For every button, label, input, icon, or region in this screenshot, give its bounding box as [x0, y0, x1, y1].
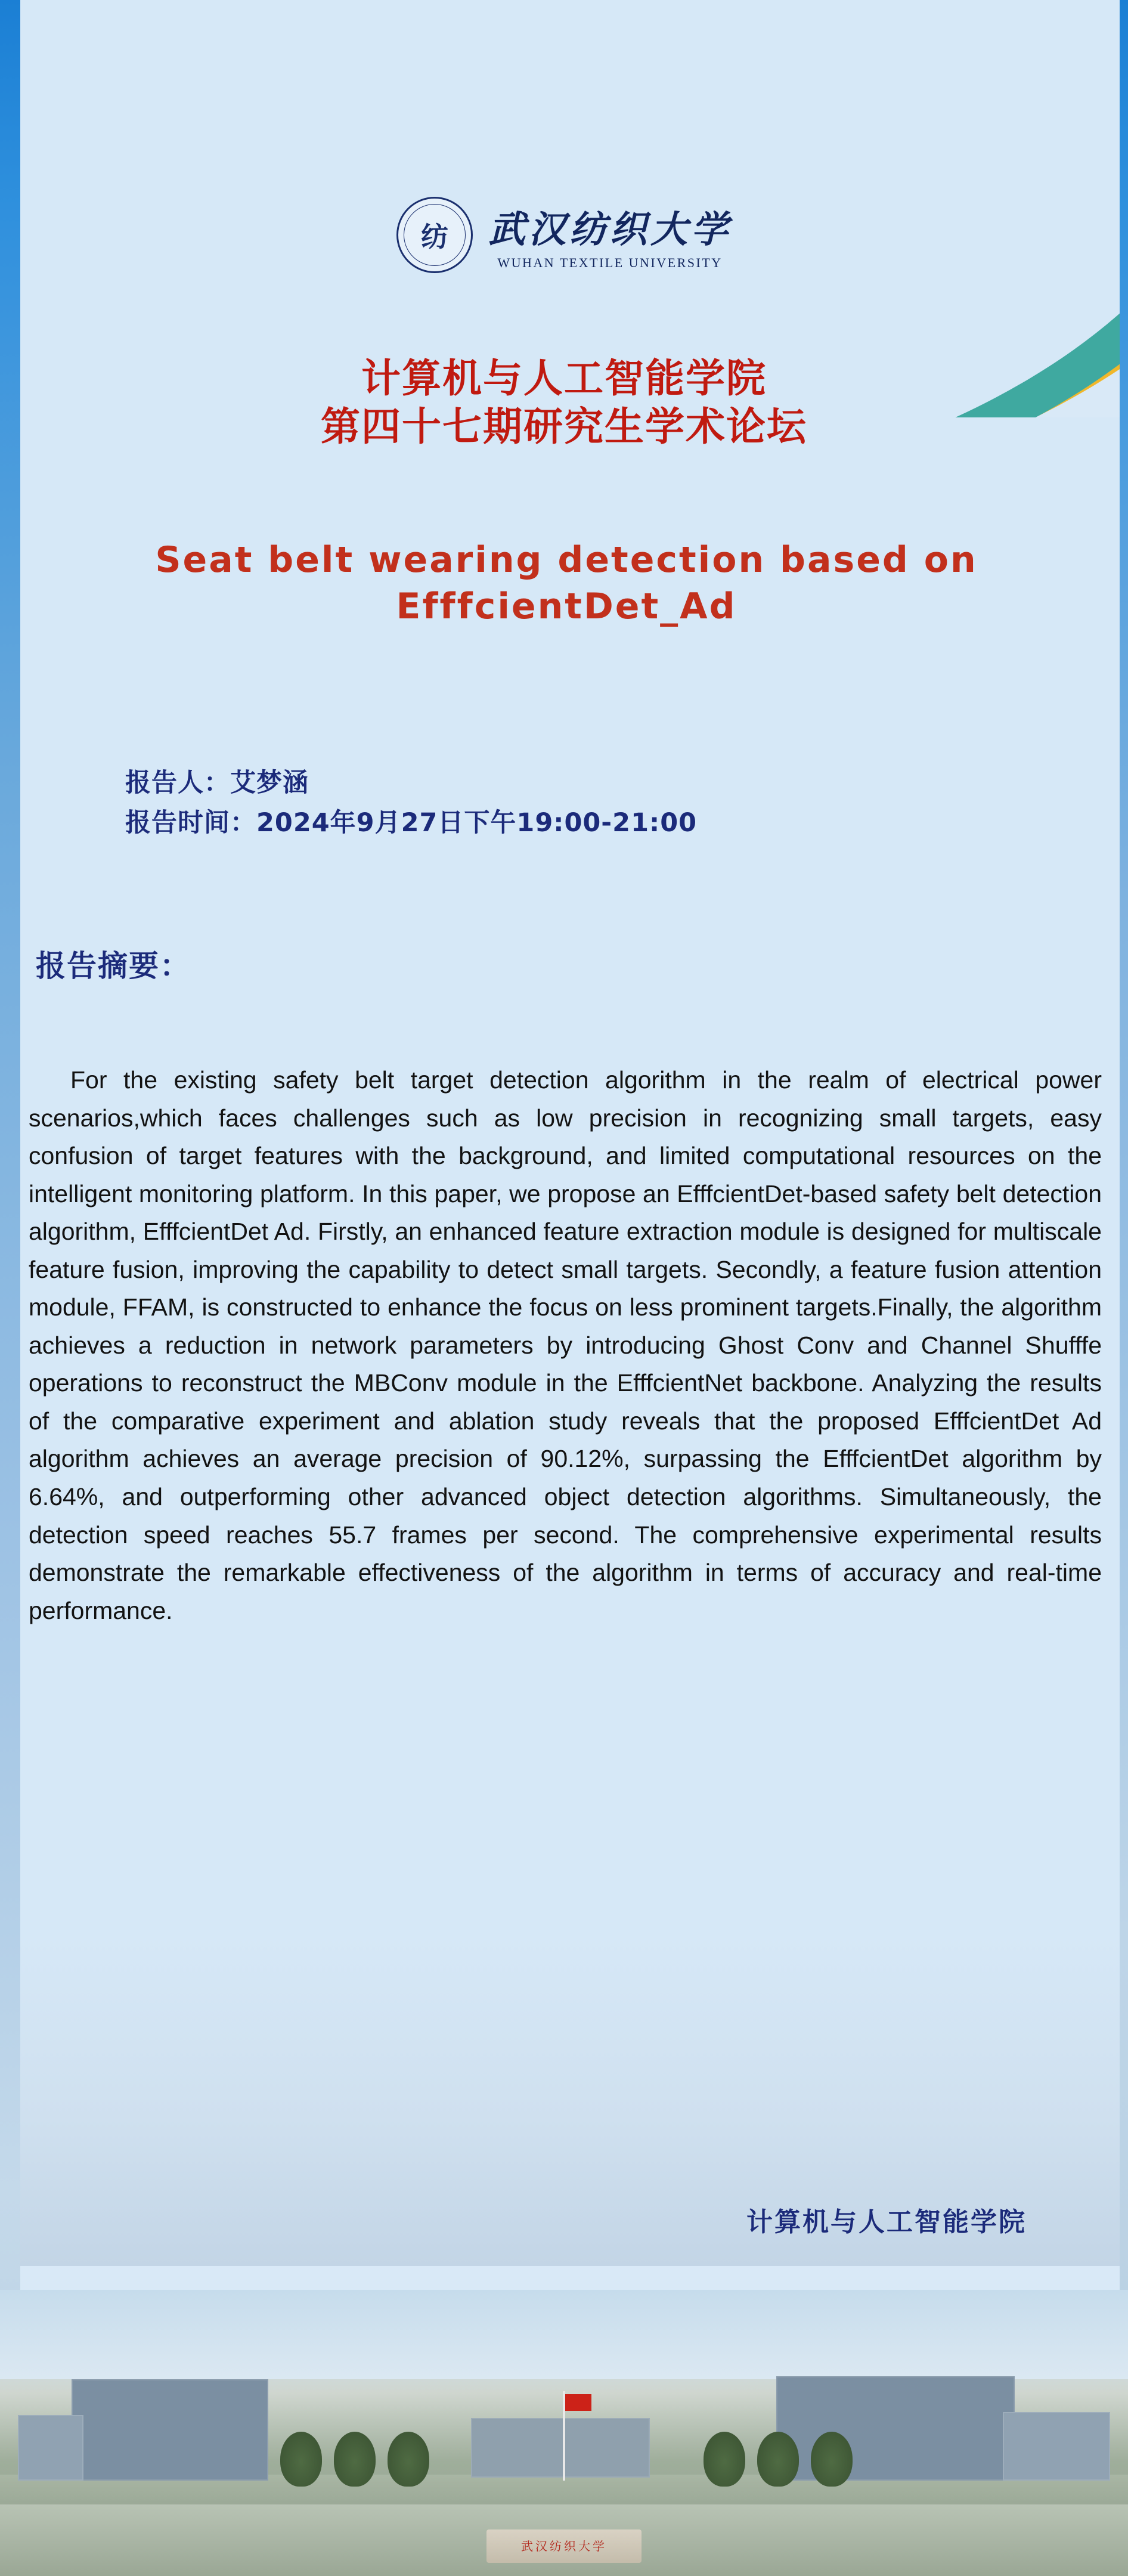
left-edge-stripe — [0, 0, 20, 2576]
title-english: Seat belt wearing detection based on EfffcientDet_Ad — [155, 539, 978, 627]
photo-sky — [0, 2290, 1128, 2379]
abstract-text: For the existing safety belt target detection algorithm in the realm of electrical power scenarios,which faces challenges such as low precision in recognizing small targets, easy confusion of target features with the background, and limited computational resources on the intelligent monitoring platform. In this paper, we propose an EfffcientDet-based safety belt detection algorithm, EfffcientDet Ad. Firstly, an enhanced feature extraction module is designed for multiscale feature fusion, improving the capability to detect small targets. Secondly, a feature fusion attention module, FFAM, is constructed to enhance the focus on less prominent targets.Finally, the algorithm achieves a reduction in network parameters by introducing Ghost Conv and Channel Shufffe operations to reconstruct the MBConv module in the EfffcientNet backbone. Analyzing the results of the comparative experiment and ablation study reveals that the proposed EfffcientDet Ad algorithm achieves an average precision of 90.12%, surpassing the EfffcientDet algorithm by 6.64%, and outperforming other advanced object detection algorithms. Simultaneously, the detection speed reaches 55.7 frames per second. The comprehensive experimental results demonstrate the remarkable effectiveness of the algorithm in terms of accuracy and real-time performance. — [29, 1066, 1102, 1624]
university-header — [0, 197, 1128, 273]
photo-tree — [811, 2432, 853, 2487]
photo-tree — [704, 2432, 745, 2487]
title-chinese-line2: 第四十七期研究生学术论坛 — [321, 403, 807, 450]
photo-building-left — [72, 2379, 268, 2481]
university-name-en: WUHAN TEXTILE UNIVERSITY — [497, 255, 723, 270]
title-chinese-line1: 计算机与人工智能学院 — [361, 355, 767, 401]
photo-tree — [280, 2432, 322, 2487]
photo-monument — [486, 2529, 642, 2563]
university-seal-icon — [396, 197, 473, 273]
abstract-heading: 报告摘要： — [36, 949, 191, 983]
seal-center-glyph: 纺 — [420, 221, 448, 253]
department-signature: 计算机与人工智能学院 — [746, 2207, 1027, 2237]
university-name-cn: 武汉纺织大学 — [488, 207, 732, 251]
right-edge-stripe — [1120, 0, 1128, 2576]
photo-tree — [334, 2432, 376, 2487]
photo-tree — [388, 2432, 429, 2487]
logo-wrap — [396, 197, 732, 273]
talk-meta — [125, 763, 1055, 843]
photo-tree — [757, 2432, 799, 2487]
time-line: 报告时间：2024年9月27日下午19:00-21:00 — [125, 807, 698, 838]
title-chinese — [0, 355, 1128, 451]
abstract-body — [29, 1061, 1102, 1630]
photo-building-center — [471, 2418, 650, 2478]
speaker-line: 报告人：艾梦涵 — [125, 768, 309, 798]
photo-flag — [565, 2394, 591, 2411]
university-names — [488, 200, 732, 271]
photo-monument-text: 武汉纺织大学 — [521, 2539, 607, 2553]
photo-building-left-small — [18, 2415, 83, 2481]
photo-building-right-small — [1003, 2412, 1110, 2481]
campus-photo — [0, 2290, 1128, 2576]
